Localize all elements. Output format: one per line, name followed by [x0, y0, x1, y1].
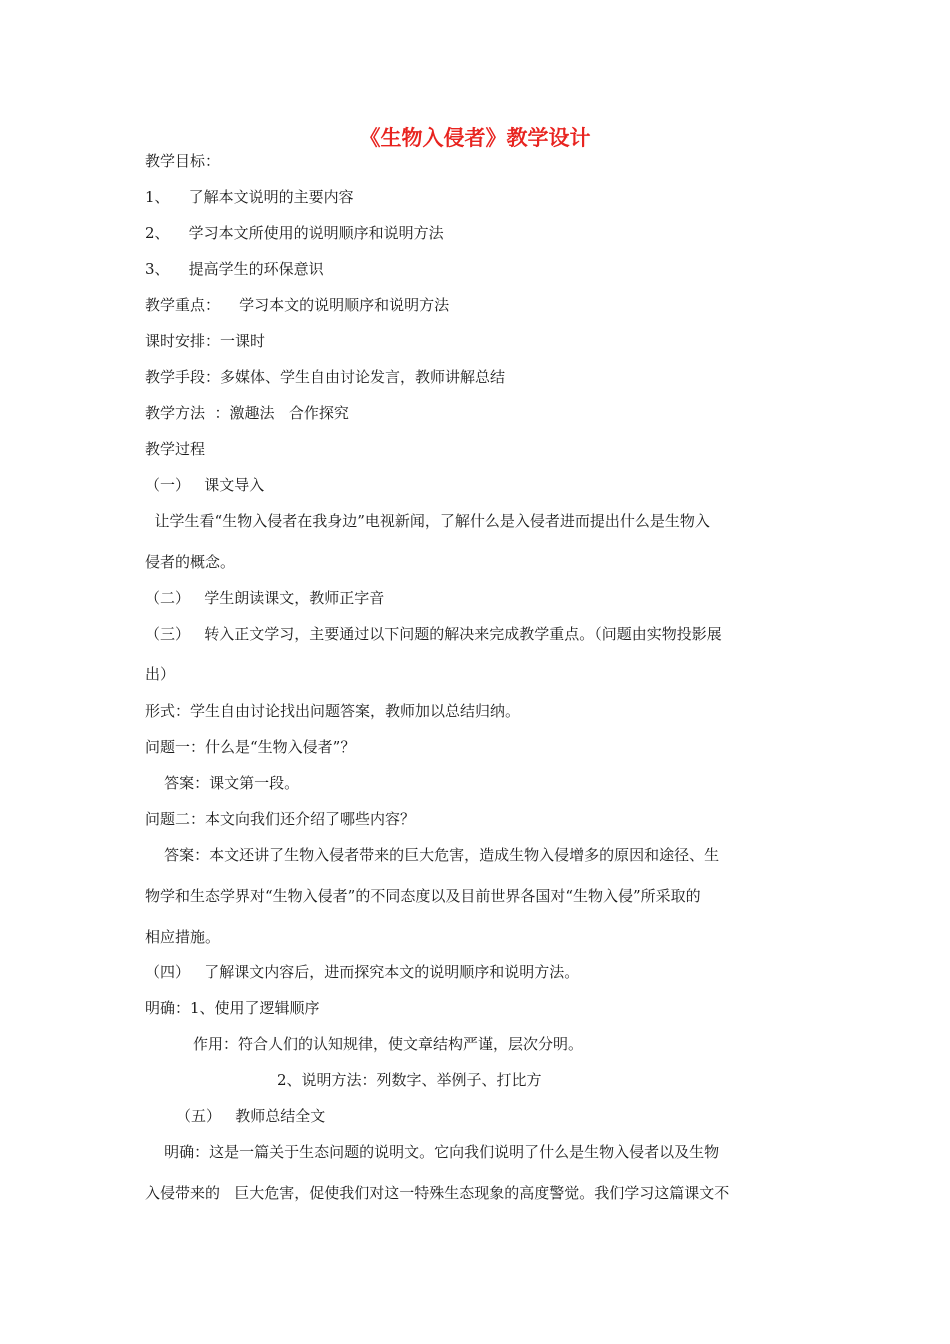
document-title: 《生物入侵者》教学设计: [359, 125, 591, 150]
text-line: 1、 了解本文说明的主要内容: [145, 188, 354, 206]
text-line: 答案：本文还讲了生物入侵者带来的巨大危害，造成生物入侵增多的原因和途径、生: [145, 846, 720, 864]
text-line: 教学过程: [145, 440, 206, 458]
text-line: 明确：这是一篇关于生态问题的说明文。它向我们说明了什么是生物入侵者以及生物: [145, 1143, 720, 1161]
text-line: 侵者的概念。: [145, 553, 236, 571]
text-line: （一） 课文导入: [145, 476, 265, 494]
text-line: 让学生看“生物入侵者在我身边”电视新闻，了解什么是入侵者进而提出什么是生物入: [145, 512, 710, 530]
text-line: 问题二：本文向我们还介绍了哪些内容？: [145, 810, 416, 828]
text-line: 教学目标：: [145, 152, 221, 170]
text-line: （五） 教师总结全文: [176, 1107, 326, 1125]
text-line: （四） 了解课文内容后，进而探究本文的说明顺序和说明方法。: [145, 963, 580, 981]
text-line: 答案：课文第一段。: [145, 774, 300, 792]
text-line: 2、 学习本文所使用的说明顺序和说明方法: [145, 224, 444, 242]
text-line: 出）: [145, 665, 176, 683]
text-line: 问题一：什么是“生物入侵者”？: [145, 738, 356, 756]
text-line: 入侵带来的 巨大危害，促使我们对这一特殊生态现象的高度警觉。我们学习这篇课文不: [145, 1184, 730, 1202]
text-line: 物学和生态学界对“生物入侵者”的不同态度以及目前世界各国对“生物入侵”所采取的: [145, 887, 701, 905]
text-line: 明确：1、使用了逻辑顺序: [145, 999, 320, 1017]
text-line: （三） 转入正文学习，主要通过以下问题的解决来完成教学重点。（问题由实物投影展: [145, 625, 722, 643]
text-line: 教学手段：多媒体、学生自由讨论发言，教师讲解总结: [145, 368, 506, 386]
text-line: 作用：符合人们的认知规律，使文章结构严谨，层次分明。: [193, 1035, 584, 1053]
text-line: 教学重点： 学习本文的说明顺序和说明方法: [145, 296, 450, 314]
text-line: 课时安排：一课时: [145, 332, 266, 350]
text-line: （二） 学生朗读课文，教师正字音: [145, 589, 385, 607]
text-line: 形式：学生自由讨论找出问题答案，教师加以总结归纳。: [145, 702, 521, 720]
text-line: 3、 提高学生的环保意识: [145, 260, 324, 278]
text-line: 2、说明方法：列数字、举例子、打比方: [277, 1071, 542, 1089]
text-line: 相应措施。: [145, 928, 221, 946]
text-line: 教学方法 ：激趣法 合作探究: [145, 404, 349, 422]
